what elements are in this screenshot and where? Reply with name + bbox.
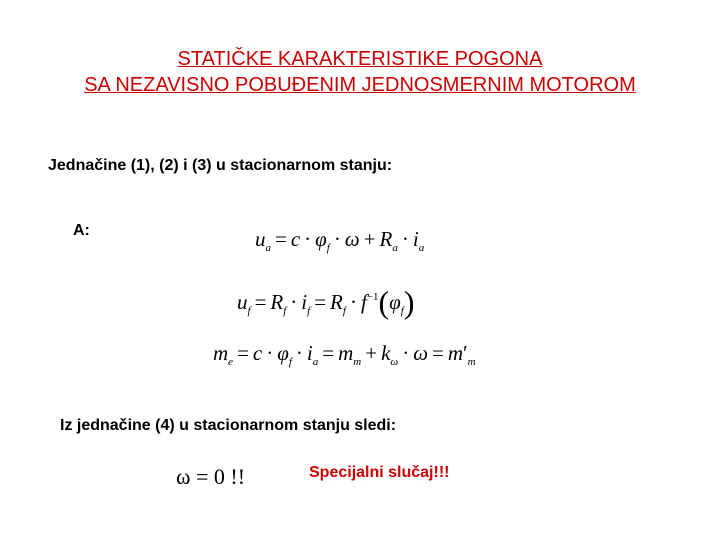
armature-voltage-equation: $u_a = c \cdot \varphi_f \cdot \omega + R_a \cdot i_a$: [255, 227, 425, 254]
special-case-note: Specijalni slučaj!!!: [309, 464, 450, 481]
slide-title: [0, 46, 720, 98]
label-a: A:: [73, 222, 90, 239]
torque-equation: $m_e = c \cdot \varphi_f \cdot i_a = m_m + k_\omega \cdot \omega = m'_m$: [213, 341, 476, 368]
title-line-1: STATIČKE KARAKTERISTIKE POGONA: [177, 48, 543, 70]
from-equation-4-text: Iz jednačine (4) u stacionarnom stanju sledi:: [60, 417, 397, 434]
intro-text: Jednačine (1), (2) i (3) u stacionarnom stanju:: [48, 157, 393, 174]
field-voltage-equation: $u_f = R_f \cdot i_f = R_f \cdot f^{-1}(\varphi_f)$: [237, 284, 415, 320]
title-line-2: SA NEZAVISNO POBUĐENIM JEDNOSMERNIM MOTOROM: [84, 74, 636, 96]
omega-zero-equation: ω = 0 !!: [176, 464, 246, 489]
